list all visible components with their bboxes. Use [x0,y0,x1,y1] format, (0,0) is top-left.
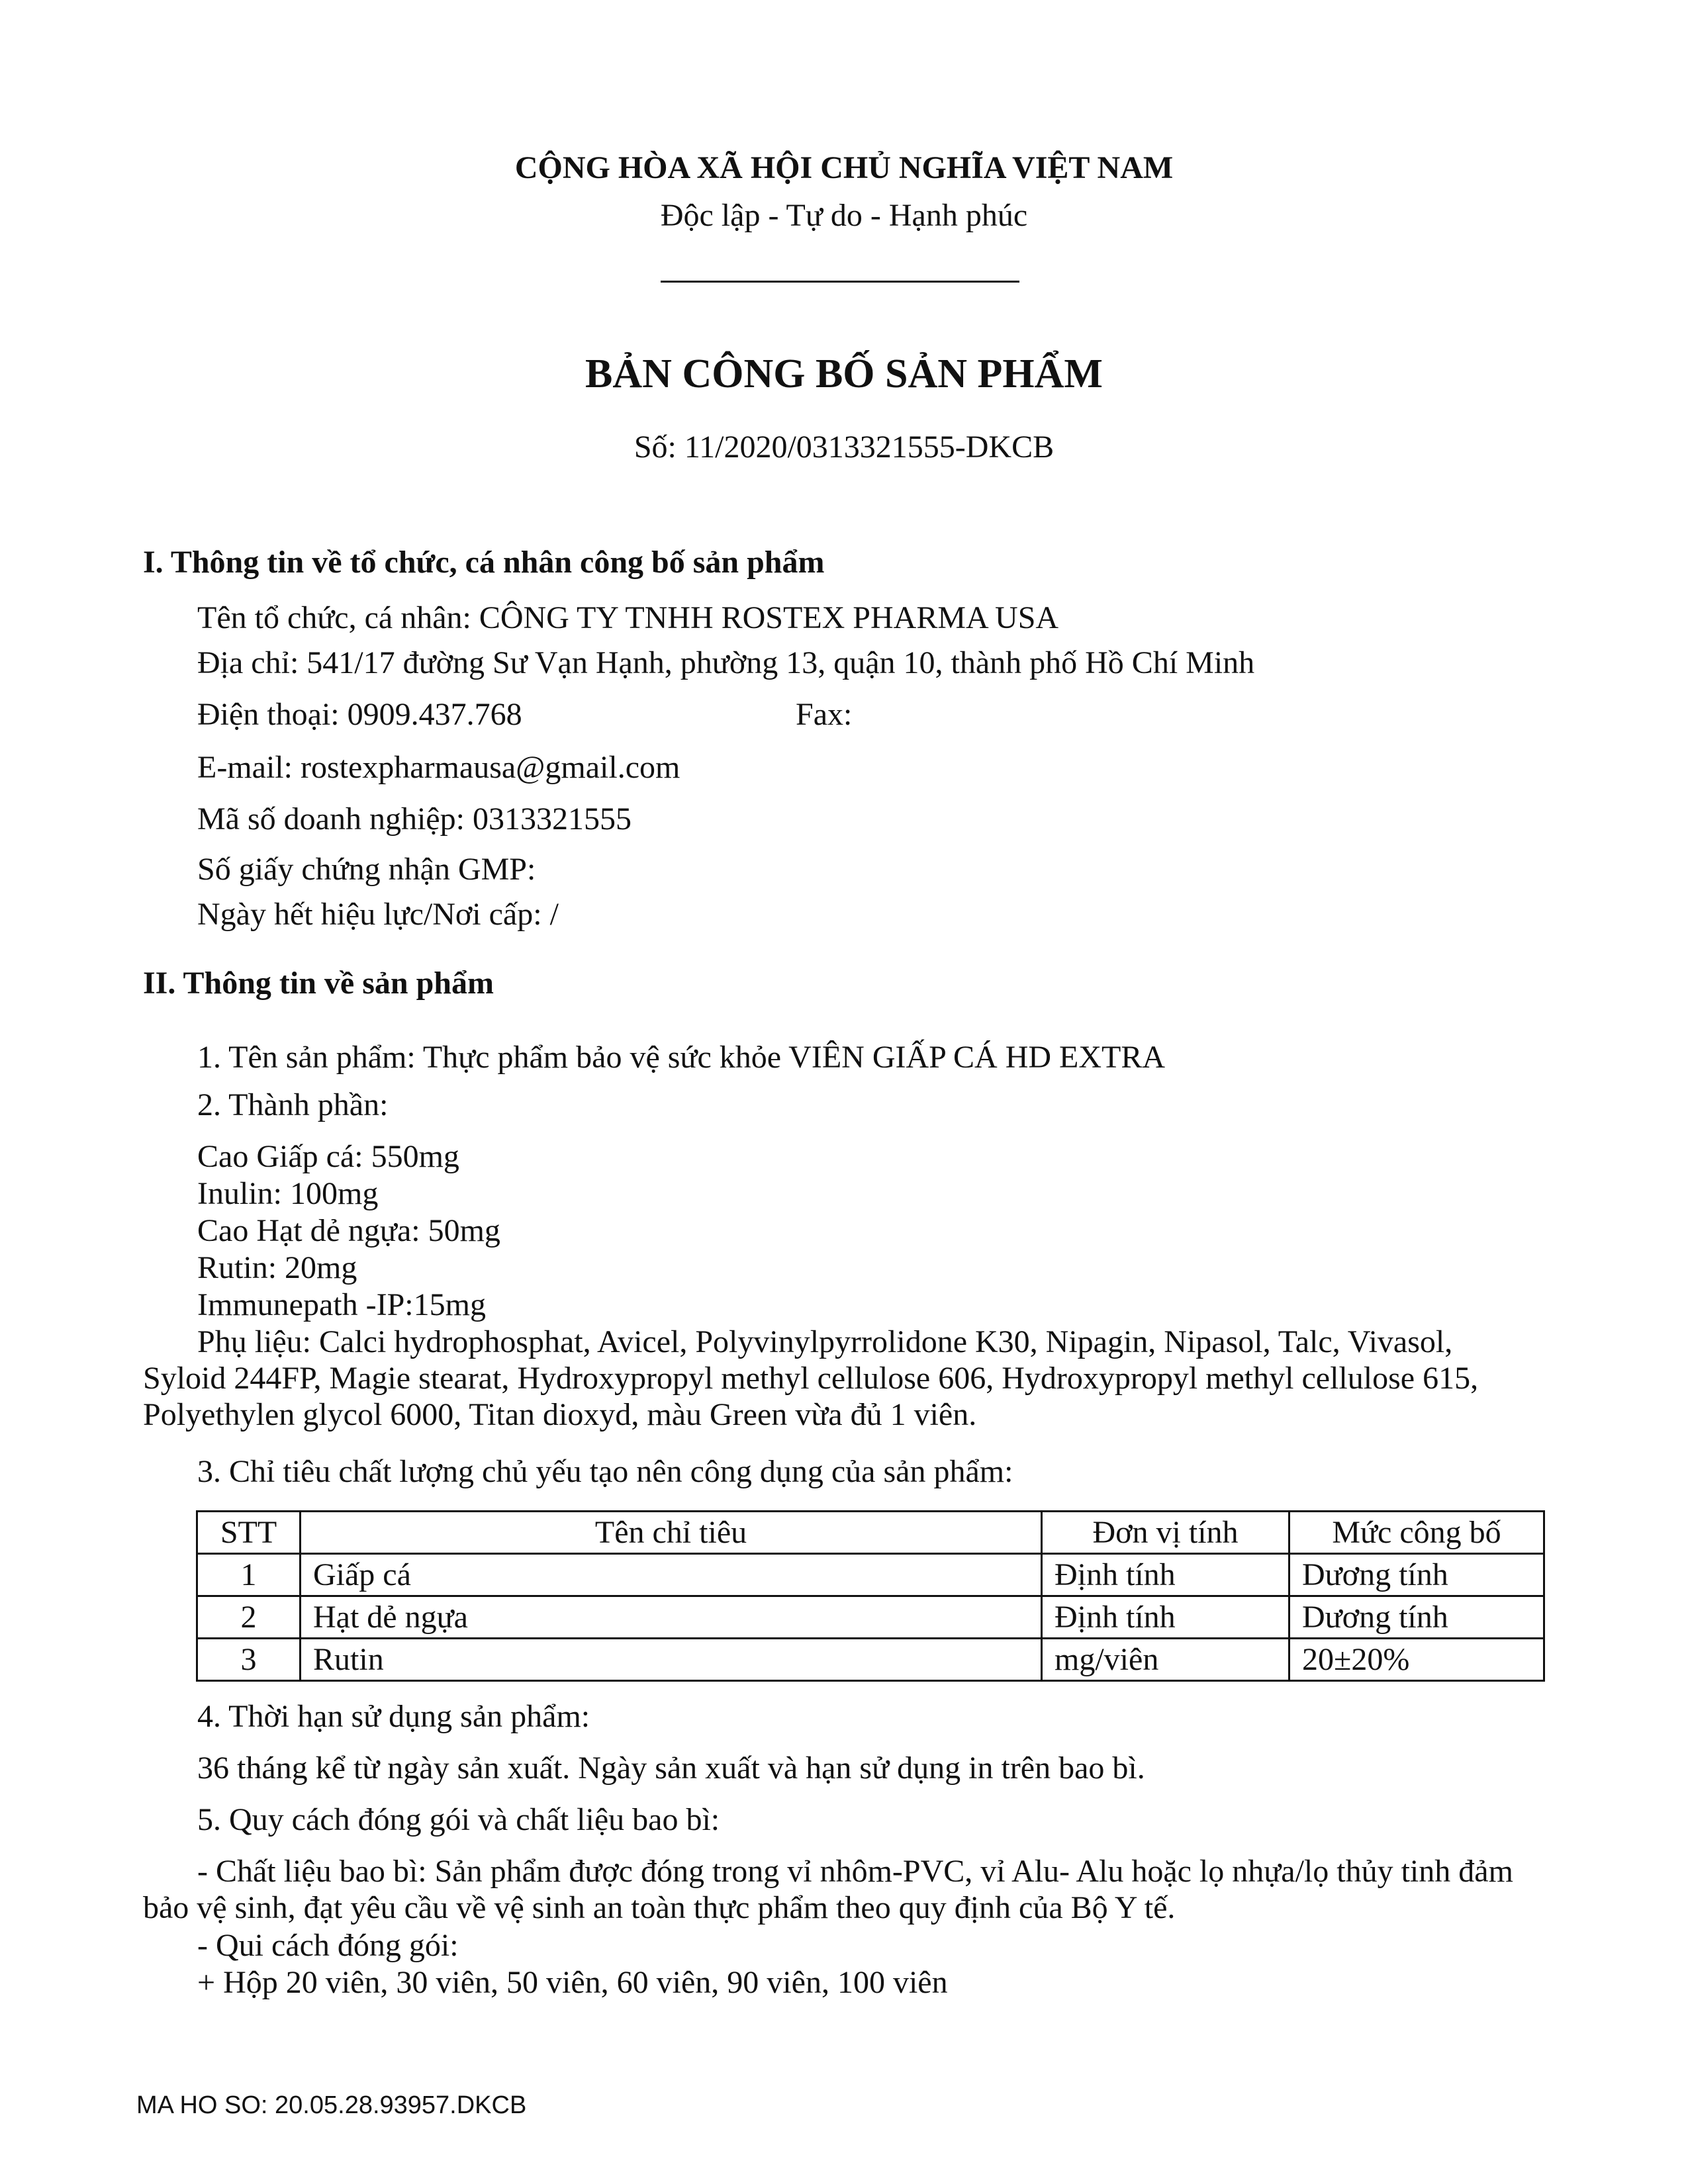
motto: Độc lập - Tự do - Hạnh phúc [660,198,1028,233]
column-header: Mức công bố [1289,1512,1544,1554]
header-divider [661,281,1019,283]
table-row [197,1639,1544,1681]
section1-heading: I. Thông tin về tổ chức, cá nhân công bố sản phẩm [143,545,825,580]
ingredient-item: Cao Hạt dẻ ngựa: 50mg [197,1213,500,1248]
table-row [197,1554,1544,1596]
table-cell: Định tính [1042,1596,1289,1639]
packaging-material: - Chất liệu bao bì: Sản phẩm được đóng trong vỉ nhôm-PVC, vỉ Alu- Alu hoặc lọ nhựa/lọ thủy tinh đảm bảo vệ sinh, đạt yêu cầu về vệ sinh an toàn thực phẩm theo quy định của Bộ Y tế. [143,1854,1513,1925]
email: E-mail: rostexpharmausa@gmail.com [197,750,680,785]
quality-criteria-label: 3. Chỉ tiêu chất lượng chủ yếu tạo nên công dụng của sản phẩm: [197,1454,1013,1489]
phone: Điện thoại: 0909.437.768 [197,697,522,732]
dossier-code: MA HO SO: 20.05.28.93957.DKCB [136,2091,527,2119]
table-cell: Định tính [1042,1554,1289,1596]
packaging-spec-label: - Qui cách đóng gói: [197,1928,459,1963]
table-cell: 3 [197,1639,301,1681]
packaging-boxes: + Hộp 20 viên, 30 viên, 50 viên, 60 viên, 90 viên, 100 viên [197,1965,948,2000]
table-cell: Dương tính [1289,1596,1544,1639]
ingredient-item: Immunepath -IP:15mg [197,1287,486,1322]
document-title: BẢN CÔNG BỐ SẢN PHẨM [585,351,1103,396]
column-header: STT [197,1512,301,1554]
shelf-life-label: 4. Thời hạn sử dụng sản phẩm: [197,1699,590,1734]
ingredient-item: Rutin: 20mg [197,1250,357,1285]
document-number: Số: 11/2020/0313321555-DKCB [633,430,1055,465]
product-name: 1. Tên sản phẩm: Thực phẩm bảo vệ sức khỏe VIÊN GIẤP CÁ HD EXTRA [197,1040,1166,1075]
expiry-issuer: Ngày hết hiệu lực/Nơi cấp: / [197,897,559,932]
table-cell: Dương tính [1289,1554,1544,1596]
gmp-certificate: Số giấy chứng nhận GMP: [197,852,536,887]
table-row [197,1596,1544,1639]
table-cell: 2 [197,1596,301,1639]
column-header: Tên chỉ tiêu [301,1512,1042,1554]
tax-code: Mã số doanh nghiệp: 0313321555 [197,801,632,837]
column-header: Đơn vị tính [1042,1512,1289,1554]
nation-title: CỘNG HÒA XÃ HỘI CHỦ NGHĨA VIỆT NAM [514,150,1174,185]
shelf-life-text: 36 tháng kể từ ngày sản xuất. Ngày sản xuất và hạn sử dụng in trên bao bì. [197,1751,1145,1786]
fax: Fax: [796,697,853,732]
composition-label: 2. Thành phần: [197,1087,389,1122]
table-cell: 20±20% [1289,1639,1544,1681]
excipients: Phụ liệu: Calci hydrophosphat, Avicel, Polyvinylpyrrolidone K30, Nipagin, Nipasol, Talc, Vivasol, Syloid 244FP, Magie stearat, Hydroxypropyl methyl cellulose 606, Hydroxypropyl methyl cellulose 615, Polyethylen glycol 6000, Titan dioxyd, màu Green vừa đủ 1 viên. [143,1324,1479,1432]
table-cell: mg/viên [1042,1639,1289,1681]
table-cell: Giấp cá [301,1554,1042,1596]
address: Địa chỉ: 541/17 đường Sư Vạn Hạnh, phường 13, quận 10, thành phố Hồ Chí Minh [197,645,1255,680]
packaging-label: 5. Quy cách đóng gói và chất liệu bao bì: [197,1802,720,1837]
table-header-row [197,1512,1544,1554]
org-name: Tên tổ chức, cá nhân: CÔNG TY TNHH ROSTEX PHARMA USA [197,600,1059,635]
table-cell: 1 [197,1554,301,1596]
ingredient-item: Cao Giấp cá: 550mg [197,1139,459,1174]
table-cell: Rutin [301,1639,1042,1681]
ingredient-item: Inulin: 100mg [197,1176,379,1211]
table-cell: Hạt dẻ ngựa [301,1596,1042,1639]
quality-criteria-table [196,1510,1545,1682]
section2-heading: II. Thông tin về sản phẩm [143,966,494,1001]
